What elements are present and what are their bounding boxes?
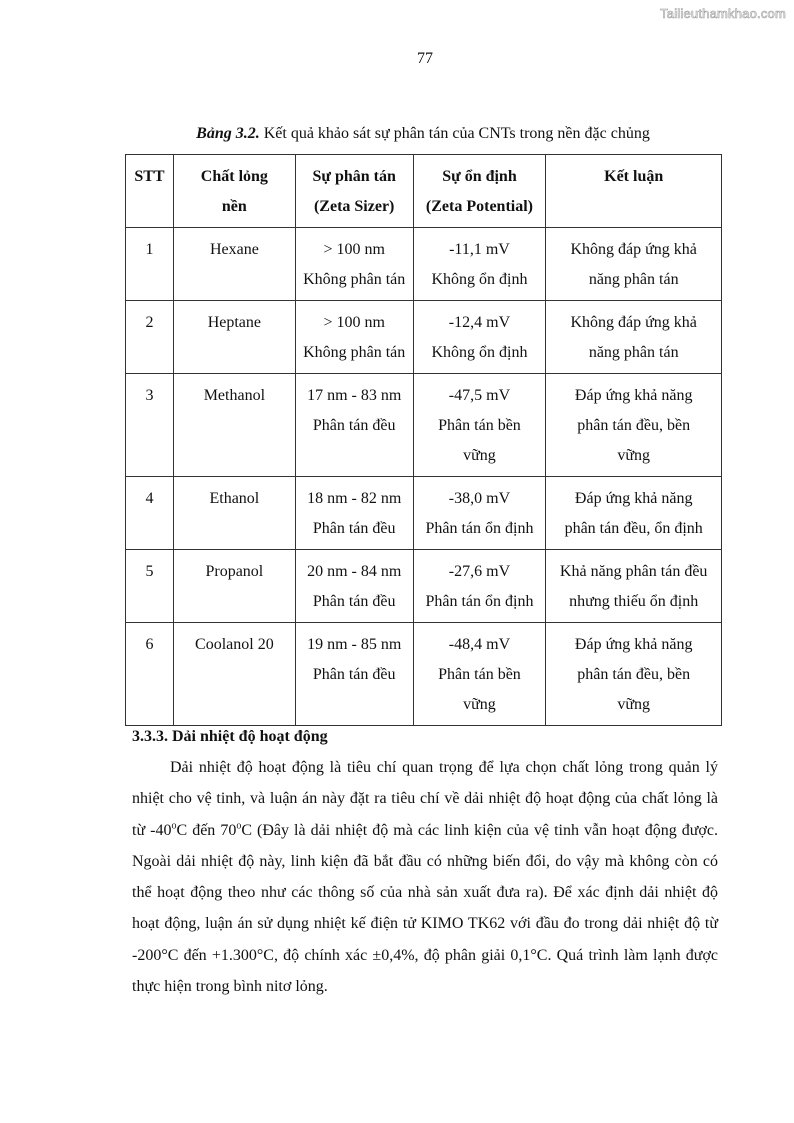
cell-text: Ethanol	[209, 490, 260, 507]
cell-dispersion	[295, 623, 413, 726]
cell-text: Phân tán đều	[312, 520, 396, 537]
cell-text: Đáp ứng khả năng	[574, 490, 693, 507]
cell-text: 20 nm - 84 nm	[307, 563, 402, 580]
cell-text: Propanol	[205, 563, 264, 580]
cell-conclusion	[546, 228, 722, 301]
table-row	[126, 477, 722, 550]
section-heading: 3.3.3. Dải nhiệt độ hoạt động	[132, 728, 328, 745]
cell-stability	[413, 301, 546, 374]
cell-text: 1	[145, 241, 154, 258]
cell-text: Không đáp ứng khả	[570, 241, 697, 258]
header-line: (Zeta Potential)	[425, 198, 533, 215]
superscript: o	[171, 820, 177, 832]
header-stt	[126, 155, 174, 228]
cell-text: phân tán đều, bền	[577, 666, 691, 683]
table-row	[126, 374, 722, 477]
cell-text: Phân tán bền	[438, 666, 521, 683]
table-caption	[125, 125, 721, 143]
cell-text: Hexane	[209, 241, 259, 258]
watermark: Tailieuthamkhao.com	[660, 6, 786, 21]
cell-dispersion	[295, 477, 413, 550]
body-paragraph	[132, 752, 718, 1002]
cell-text: > 100 nm	[323, 314, 385, 331]
cell-conclusion	[546, 477, 722, 550]
cell-text: Phân tán ổn định	[425, 593, 534, 610]
cell-fluid	[173, 228, 295, 301]
cell-fluid	[173, 550, 295, 623]
cell-text: -38,0 mV	[448, 490, 511, 507]
header-line: Kết luận	[604, 168, 664, 185]
cell-text: Phân tán đều	[312, 593, 396, 610]
cell-text: Không ổn định	[431, 344, 528, 361]
cell-text: 19 nm - 85 nm	[307, 636, 402, 653]
cell-text: Phân tán ổn định	[425, 520, 534, 537]
cell-text: Đáp ứng khả năng	[574, 636, 693, 653]
cell-text: vững	[463, 696, 496, 713]
results-table	[125, 154, 722, 726]
cell-fluid	[173, 623, 295, 726]
cell-text: Phân tán bền	[438, 417, 521, 434]
cell-text: Heptane	[207, 314, 262, 331]
cell-stt	[126, 228, 174, 301]
cell-text: năng phân tán	[588, 271, 679, 288]
cell-text: 5	[145, 563, 154, 580]
cell-text: 3	[145, 387, 154, 404]
paragraph-text: C đến 70	[176, 821, 237, 839]
cell-text: phân tán đều, ổn định	[564, 520, 703, 537]
cell-stability	[413, 228, 546, 301]
cell-text: nhưng thiếu ổn định	[569, 593, 699, 610]
cell-conclusion	[546, 623, 722, 726]
header-line: Chất lỏng	[200, 168, 268, 185]
cell-text: > 100 nm	[323, 241, 385, 258]
header-dispersion	[295, 155, 413, 228]
cell-fluid	[173, 301, 295, 374]
header-fluid	[173, 155, 295, 228]
cell-text: vững	[617, 447, 651, 464]
page-number: 77	[417, 50, 433, 67]
cell-dispersion	[295, 301, 413, 374]
cell-text: -11,1 mV	[449, 241, 510, 258]
table-row	[126, 550, 722, 623]
header-line: (Zeta Sizer)	[313, 198, 395, 215]
cell-conclusion	[546, 550, 722, 623]
cell-stt	[126, 301, 174, 374]
cell-stability	[413, 550, 546, 623]
cell-text: năng phân tán	[588, 344, 679, 361]
cell-text: vững	[463, 447, 496, 464]
cell-text: -47,5 mV	[448, 387, 511, 404]
cell-stability	[413, 477, 546, 550]
table-caption-text: Kết quả khảo sát sự phân tán của CNTs trong nền đặc chủng	[259, 125, 650, 142]
cell-text: Đáp ứng khả năng	[574, 387, 693, 404]
cell-stt	[126, 550, 174, 623]
cell-conclusion	[546, 374, 722, 477]
cell-text: Không phân tán	[303, 344, 406, 361]
superscript: o	[236, 820, 242, 832]
cell-text: Không đáp ứng khả	[570, 314, 697, 331]
cell-text: -27,6 mV	[448, 563, 511, 580]
table-caption-label: Bảng 3.2.	[196, 125, 260, 142]
cell-text: phân tán đều, bền	[577, 417, 691, 434]
cell-text: 18 nm - 82 nm	[307, 490, 402, 507]
cell-stability	[413, 623, 546, 726]
cell-text: Methanol	[203, 387, 266, 404]
header-line: nền	[221, 198, 247, 215]
cell-text: Phân tán đều	[312, 666, 396, 683]
cell-text: Coolanol 20	[195, 636, 274, 653]
cell-stability	[413, 374, 546, 477]
cell-text: vững	[617, 696, 651, 713]
cell-text: Phân tán đều	[312, 417, 396, 434]
cell-dispersion	[295, 228, 413, 301]
header-line: Sự phân tán	[312, 168, 396, 185]
header-stability	[413, 155, 546, 228]
header-line: STT	[134, 168, 165, 185]
cell-fluid	[173, 374, 295, 477]
table-row	[126, 228, 722, 301]
cell-dispersion	[295, 550, 413, 623]
cell-text: Không ổn định	[431, 271, 528, 288]
paragraph-text: C (Đây là dải nhiệt độ mà các linh kiện của vệ tinh vẫn hoạt động được. Ngoài dải nhiệt độ này, linh kiện đã bắt đầu có những biến đổi, do vậy mà không còn có thể hoạt động theo như các thông số của nhà sản xuất đưa ra). Để xác định dải nhiệt độ hoạt động, luận án sử dụng nhiệt kế điện tử KIMO TK62 với đầu đo trong dải nhiệt độ từ -200°C đến +1.300°C, độ chính xác ±0,4%, độ phân giải 0,1°C. Quá trình làm lạnh được thực hiện trong bình nitơ lỏng.	[132, 821, 718, 996]
cell-text: 6	[145, 636, 154, 653]
table-header-row	[126, 155, 722, 228]
header-line: Sự ổn định	[442, 168, 517, 185]
cell-text: -48,4 mV	[448, 636, 511, 653]
paragraph-text: Dải nhiệt độ hoạt động là tiêu chí quan trọng để lựa chọn chất lỏng trong quản lý nhiệt cho vệ tinh, và luận án này đặt ra tiêu chí về dải nhiệt độ hoạt động của chất lỏng là từ -40	[132, 759, 718, 839]
cell-text: -12,4 mV	[448, 314, 511, 331]
header-conclusion	[546, 155, 722, 228]
cell-stt	[126, 477, 174, 550]
cell-text: 17 nm - 83 nm	[307, 387, 402, 404]
cell-text: 2	[145, 314, 154, 331]
cell-text: Không phân tán	[303, 271, 406, 288]
cell-dispersion	[295, 374, 413, 477]
table-row	[126, 623, 722, 726]
cell-fluid	[173, 477, 295, 550]
table-row	[126, 301, 722, 374]
cell-text: Khả năng phân tán đều	[559, 563, 708, 580]
cell-text: 4	[145, 490, 154, 507]
cell-stt	[126, 374, 174, 477]
cell-stt	[126, 623, 174, 726]
cell-conclusion	[546, 301, 722, 374]
